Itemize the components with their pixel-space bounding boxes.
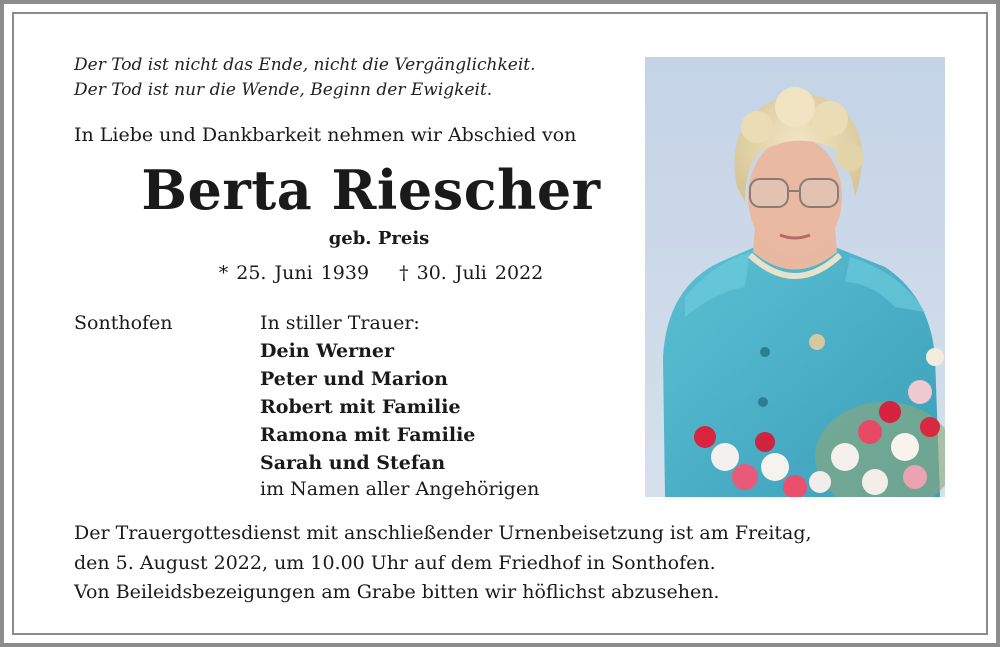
- mourner-name: Dein Werner: [260, 340, 395, 362]
- place-name: Sonthofen: [74, 312, 173, 334]
- maiden-name: geb. Preis: [328, 228, 430, 249]
- birth-date: * 25. Juni 1939: [218, 262, 370, 284]
- mourning-intro: In stiller Trauer:: [260, 312, 420, 334]
- quote-line-2: Der Tod ist nur die Wende, Beginn der Ewigkeit.: [74, 80, 493, 100]
- mourner-name: Sarah und Stefan: [260, 452, 446, 474]
- deceased-name: Berta Riescher: [141, 158, 601, 222]
- death-date: † 30. Juli 2022: [399, 262, 544, 284]
- service-line-1: Der Trauergottesdienst mit anschließender Urnenbeisetzung ist am Freitag,: [74, 522, 812, 544]
- portrait-photo: [645, 57, 945, 497]
- quote-line-1: Der Tod ist nicht das Ende, nicht die Vergänglichkeit.: [74, 55, 536, 75]
- mourner-name: Robert mit Familie: [260, 396, 461, 418]
- relatives-line: im Namen aller Angehörigen: [260, 478, 540, 500]
- mourner-name: Ramona mit Familie: [260, 424, 476, 446]
- service-line-2: den 5. August 2022, um 10.00 Uhr auf dem Friedhof in Sonthofen.: [74, 552, 716, 574]
- service-line-3: Von Beileidsbezeigungen am Grabe bitten wir höflichst abzusehen.: [74, 581, 720, 603]
- portrait-illustration: [645, 57, 945, 497]
- intro-text: In Liebe und Dankbarkeit nehmen wir Abschied von: [74, 124, 577, 146]
- mourner-name: Peter und Marion: [260, 368, 448, 390]
- mourner-list: [260, 337, 475, 477]
